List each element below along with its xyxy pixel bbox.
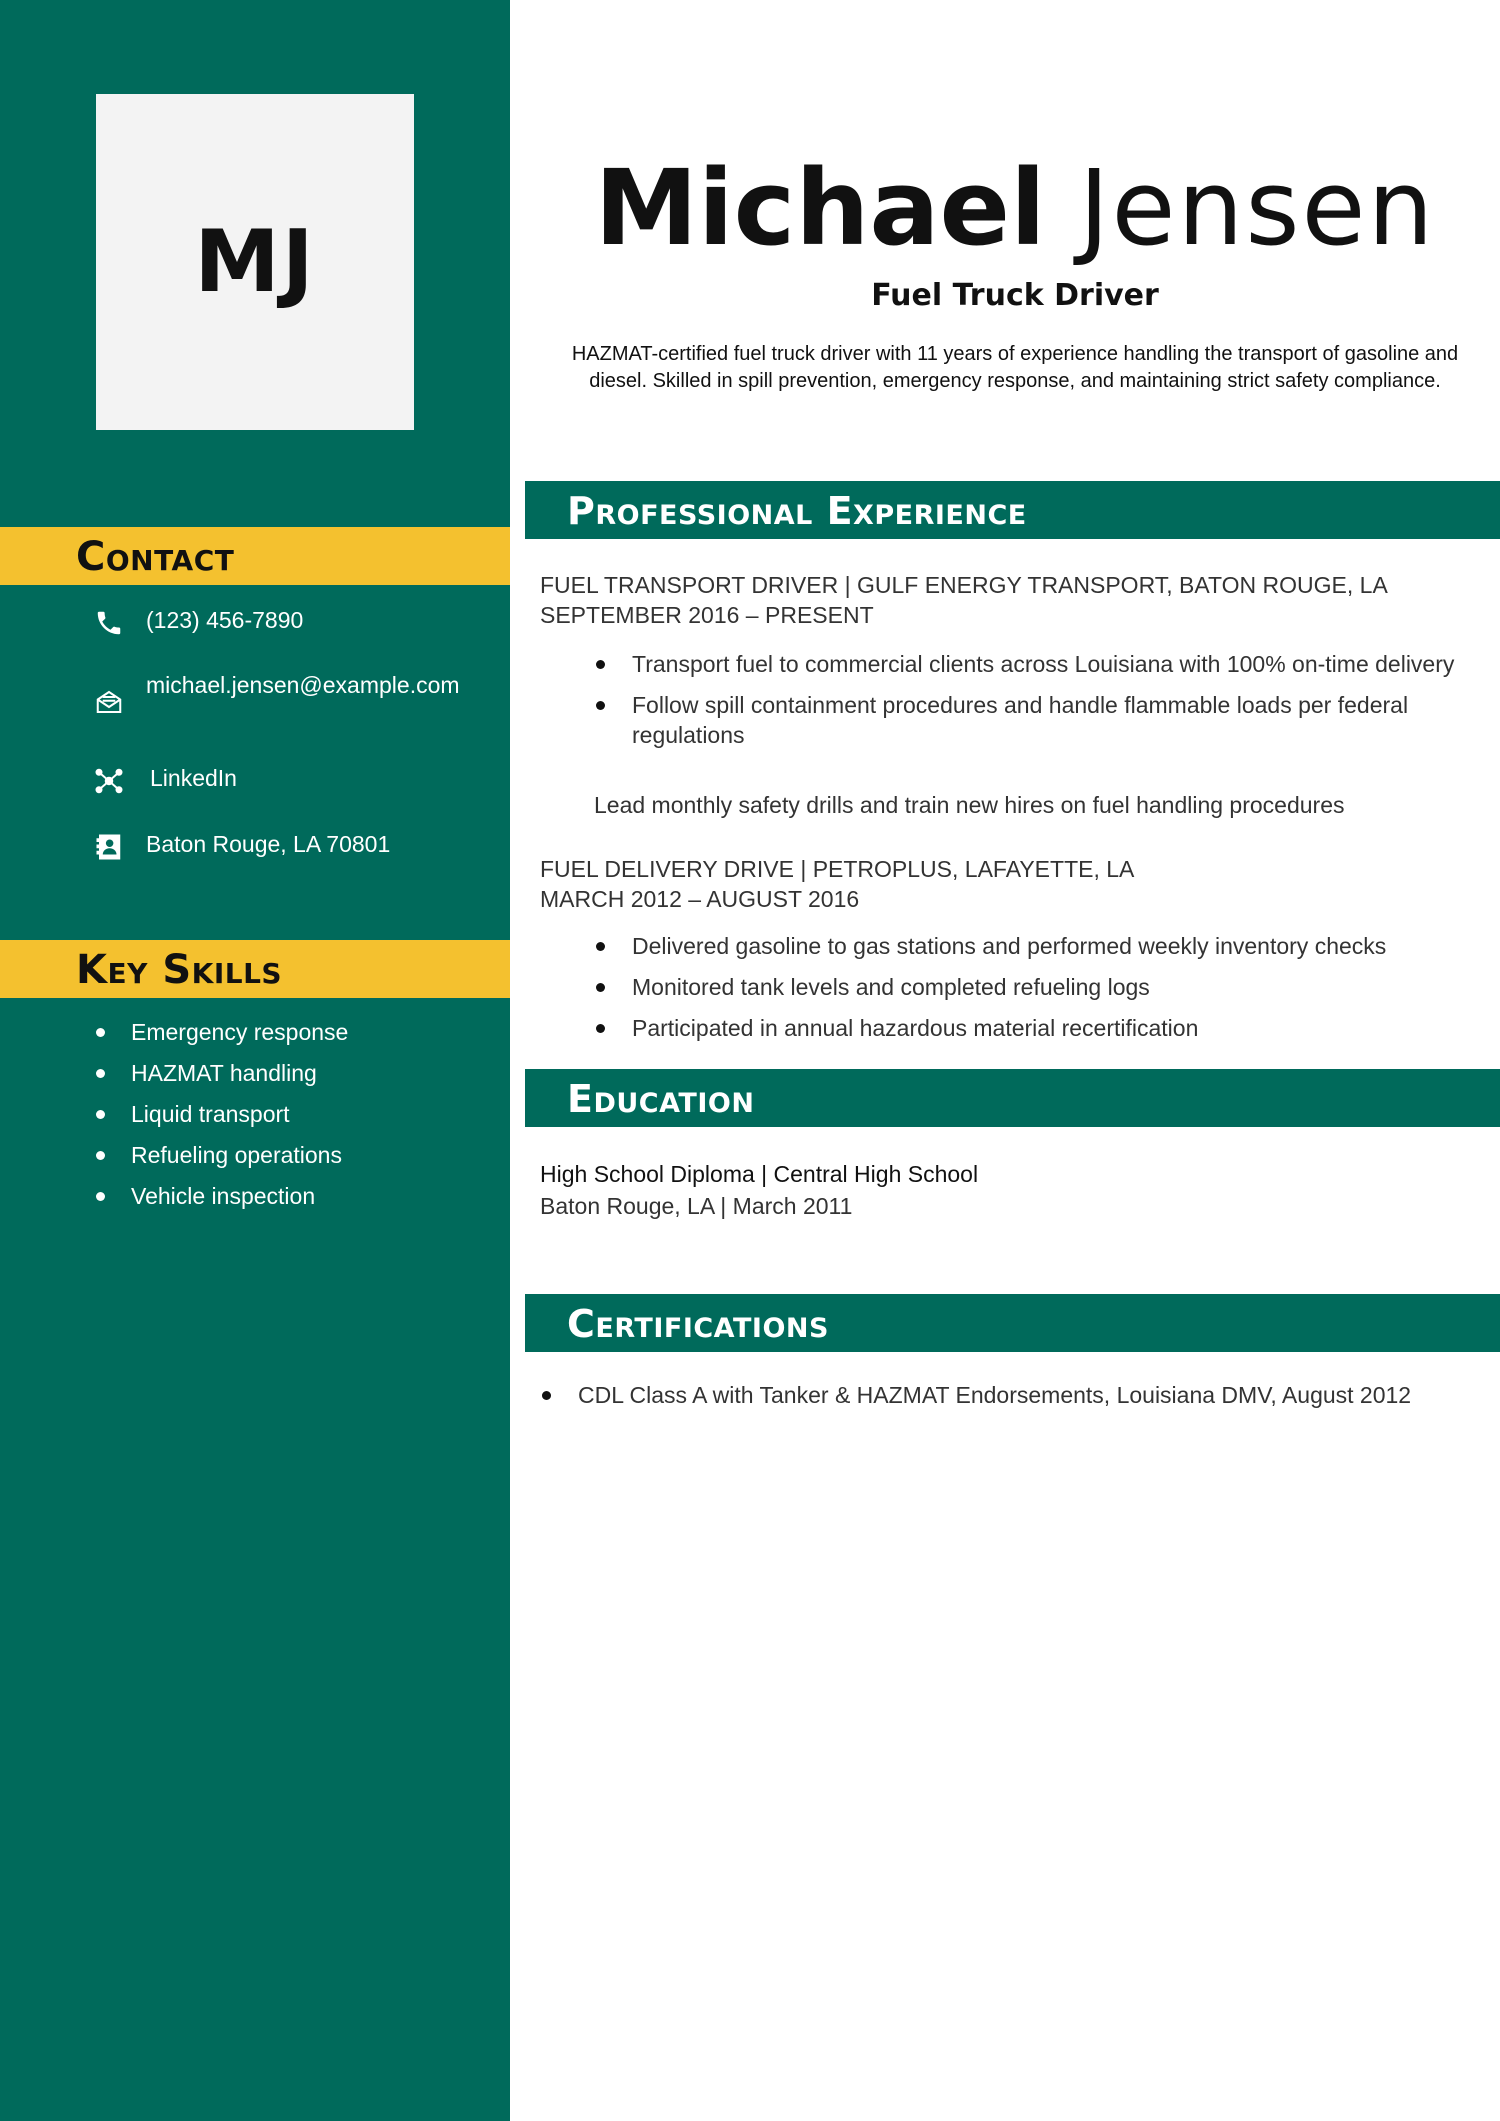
linkedin-text[interactable]: LinkedIn [150,765,237,791]
contact-linkedin[interactable] [92,764,480,798]
skill-item: HAZMAT handling [96,1056,348,1097]
contact-email [92,671,476,719]
sidebar [0,0,510,2121]
job-extra-line: Lead monthly safety drills and train new hires on fuel handling procedures [594,792,1345,818]
experience-heading: Professional Experience [567,489,1027,533]
phone-icon [92,606,126,640]
education-heading-band [525,1069,1500,1127]
address-text: Baton Rouge, LA 70801 [146,831,391,857]
job-bullets [596,649,1476,761]
skill-item: Emergency response [96,1015,348,1056]
job-bullet: Follow spill containment procedures and handle flammable loads per federal regulations [596,690,1476,750]
certification-item: CDL Class A with Tanker & HAZMAT Endorsements, Louisiana DMV, August 2012 [542,1380,1492,1410]
skills-list [96,1015,348,1220]
contact-heading: Contact [76,534,235,580]
network-icon [92,764,126,798]
certifications-heading: Certifications [567,1302,829,1346]
experience-heading-band [525,481,1500,539]
first-name: Michael [594,147,1046,269]
job-title-company: FUEL DELIVERY DRIVE | PETROPLUS, LAFAYETTE, LA [540,856,1135,882]
phone-text: (123) 456-7890 [146,607,304,633]
email-text: michael.jensen@example.com [146,672,460,698]
job-title-company: FUEL TRANSPORT DRIVER | GULF ENERGY TRANSPORT, BATON ROUGE, LA [540,572,1388,598]
contact-heading-band [0,527,510,585]
skills-heading-band [0,940,510,998]
contact-address [92,830,476,864]
job-dates: MARCH 2012 – AUGUST 2016 [540,886,860,912]
summary: HAZMAT-certified fuel truck driver with 11 years of experience handling the transport of gasoline and diesel. Skilled in spill prevention, emergency response, and maintaining strict safety compliance. [571,343,1459,392]
job-dates: SEPTEMBER 2016 – PRESENT [540,602,874,628]
candidate-name [510,148,1500,268]
education-heading: Education [567,1077,755,1121]
certifications-list [542,1380,1492,1410]
certifications-heading-band [525,1294,1500,1352]
skills-heading: Key Skills [76,947,283,993]
job-bullet: Participated in annual hazardous material recertification [596,1013,1476,1043]
envelope-icon [92,685,126,719]
education-degree: High School Diploma | Central High School [540,1161,979,1187]
education-location-date: Baton Rouge, LA | March 2011 [540,1193,853,1219]
last-name: Jensen [1078,147,1436,269]
job-bullet: Transport fuel to commercial clients across Louisiana with 100% on-time delivery [596,649,1476,679]
job-bullet: Monitored tank levels and completed refueling logs [596,972,1476,1002]
job-bullets [596,931,1476,1054]
skill-item: Vehicle inspection [96,1179,348,1220]
monogram-box [96,94,414,430]
job-bullet: Delivered gasoline to gas stations and performed weekly inventory checks [596,931,1476,961]
job-header [540,570,1480,630]
job-title: Fuel Truck Driver [871,278,1159,313]
skill-item: Refueling operations [96,1138,348,1179]
monogram: MJ [194,212,316,312]
job-header [540,854,1480,914]
contact-phone [92,606,476,640]
skill-item: Liquid transport [96,1097,348,1138]
address-card-icon [92,830,126,864]
